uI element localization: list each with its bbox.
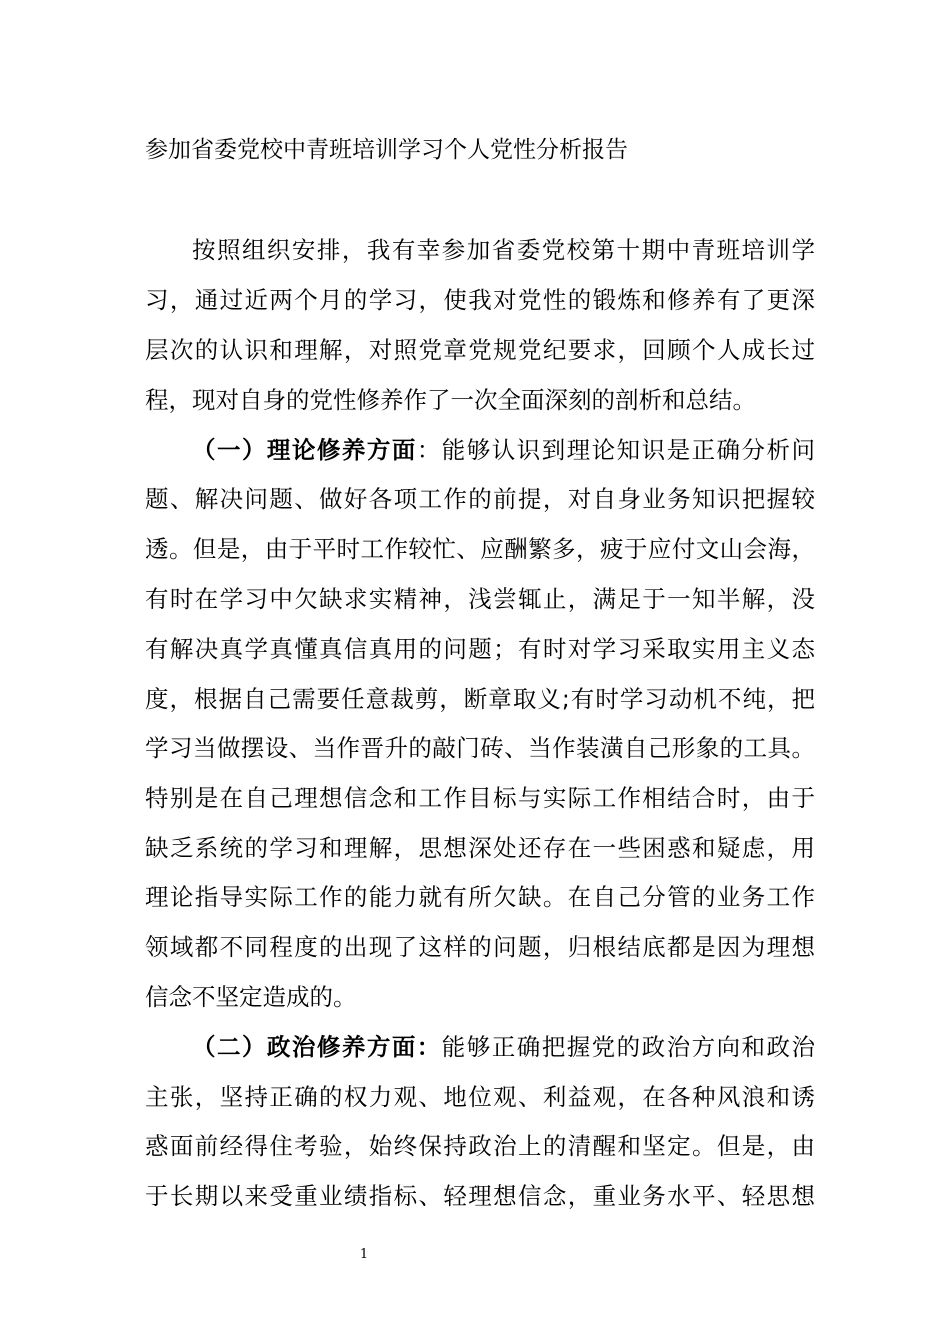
paragraph-line: 特别是在自己理想信念和工作目标与实际工作相结合时，由于 [145,784,815,812]
paragraph-line: 惑面前经得住考验，始终保持政治上的清醒和坚定。但是，由 [145,1132,815,1160]
paragraph-line: 透。但是，由于平时工作较忙、应酬繁多，疲于应付文山会海， [145,535,815,563]
paragraph-line: 度，根据自己需要任意裁剪，断章取义;有时学习动机不纯，把 [145,685,815,713]
paragraph-line [145,1030,815,1064]
paragraph-line: 信念不坚定造成的。 [145,983,357,1011]
paragraph-line [145,433,815,467]
paragraph-text: ：能够认识到理论知识是正确分析问 [416,436,815,464]
paragraph-line: 有时在学习中欠缺求实精神，浅尝辄止，满足于一知半解，没 [145,585,815,613]
paragraph-line: 缺乏系统的学习和理解，思想深处还存在一些困惑和疑虑，用 [145,834,815,862]
section-heading: （二）政治修养方面： [192,1033,442,1061]
document-title: 参加省委党校中青班培训学习个人党性分析报告 [145,137,628,163]
paragraph-line: 按照组织安排，我有幸参加省委党校第十期中青班培训学 [192,236,815,264]
paragraph-line: 于长期以来受重业绩指标、轻理想信念，重业务水平、轻思想 [145,1182,815,1210]
paragraph-text: 能够正确把握党的政治方向和政治 [441,1033,816,1061]
paragraph-line: 有解决真学真懂真信真用的问题；有时对学习采取实用主义态 [145,635,815,663]
paragraph-line: 学习当做摆设、当作晋升的敲门砖、当作装潢自己形象的工具。 [145,734,815,762]
paragraph-line: 领域都不同程度的出现了这样的问题，归根结底都是因为理想 [145,933,815,961]
page-number: 1 [359,1247,369,1262]
paragraph-line: 主张，坚持正确的权力观、地位观、利益观，在各种风浪和诱 [145,1083,815,1111]
paragraph-line: 程，现对自身的党性修养作了一次全面深刻的剖析和总结。 [145,386,756,414]
paragraph-line: 理论指导实际工作的能力就有所欠缺。在自己分管的业务工作 [145,883,815,911]
paragraph-line: 习，通过近两个月的学习，使我对党性的锻炼和修养有了更深 [145,286,815,314]
paragraph-line: 层次的认识和理解，对照党章党规党纪要求，回顾个人成长过 [145,336,815,364]
section-heading: （一）理论修养方面 [192,436,417,464]
paragraph-line: 题、解决问题、做好各项工作的前提，对自身业务知识把握较 [145,485,815,513]
